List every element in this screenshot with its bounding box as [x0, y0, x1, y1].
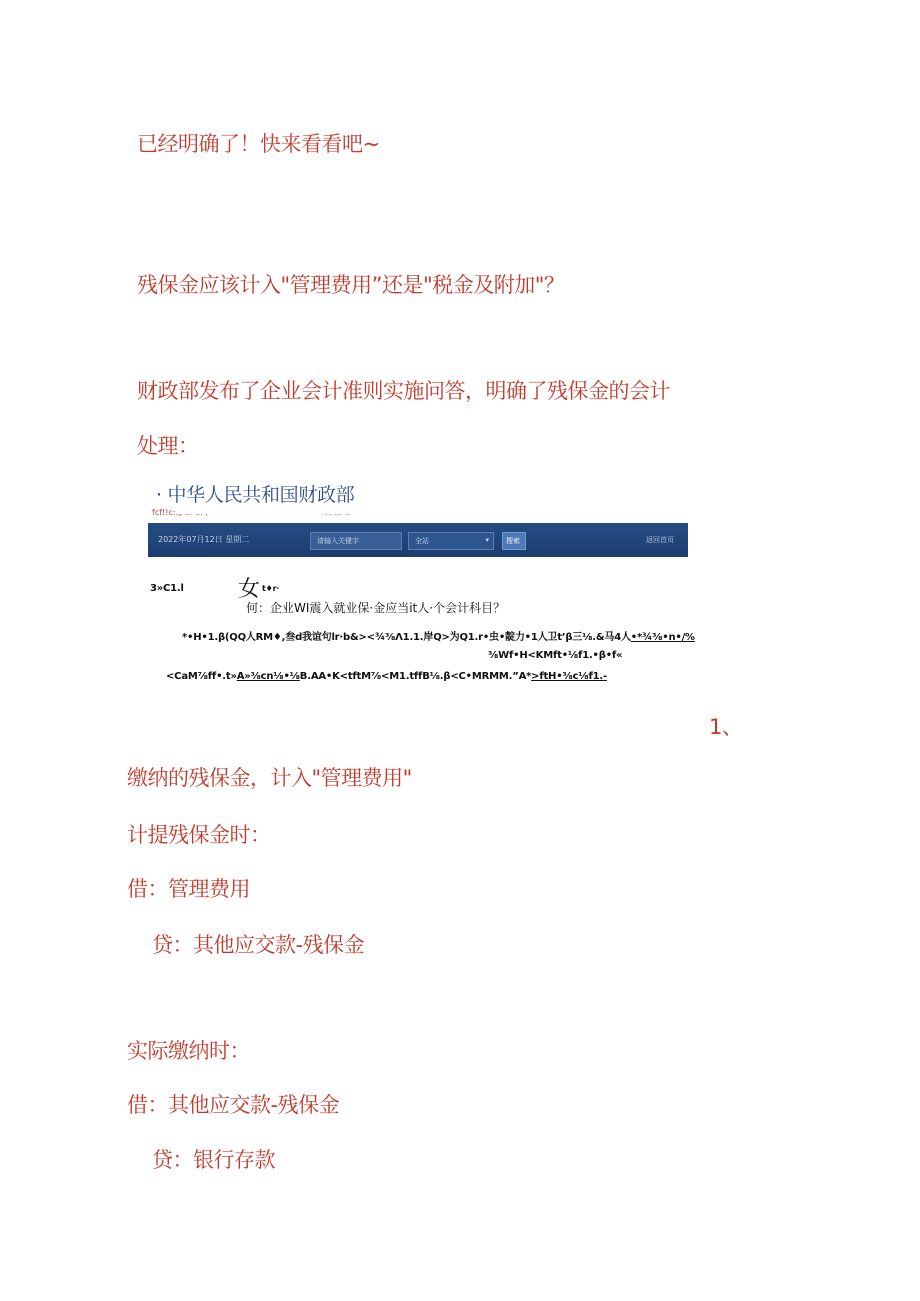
- nav-search-button-label: 搜索: [506, 537, 520, 545]
- nav-search-button: [502, 532, 526, 550]
- ocr-answer-line-1: [182, 628, 695, 643]
- ocr-big-char: 女: [238, 577, 261, 602]
- ocr-answer-line-2: ⅜Wf•H<KMft•⅛f1.•β•f«: [488, 650, 623, 661]
- ocr-answer-1a: *•H•1.β(QQ人RM♦,叁d我谊句lr·b&><¾⅜Λ1.1.岸Q>为Q1.r•虫•靛力•1人卫t’β三⅛.&马4人: [182, 632, 631, 643]
- accrue-debit: 借：管理费用: [127, 877, 250, 901]
- chevron-down-icon: ▾: [485, 536, 489, 544]
- nav-search-input: [310, 532, 402, 550]
- ministry-title: · 中华人民共和国财政部: [156, 484, 355, 506]
- ocr-left-mark: 3»C1.l: [150, 583, 184, 594]
- ocr-answer-3b: A»⅜cn⅛•⅛: [236, 671, 300, 682]
- ministry-navbar: [148, 523, 688, 557]
- accrue-credit: 贷：其他应交款-残保金: [152, 933, 365, 957]
- pay-label: 实际缴纳时：: [127, 1039, 250, 1063]
- section-number: 1、: [709, 715, 743, 739]
- ocr-answer-line-3: [166, 671, 607, 682]
- accrue-label: 计提残保金时：: [127, 823, 271, 847]
- pay-credit: 贷：银行存款: [152, 1148, 275, 1172]
- ocr-answer-3d: >ftH•⅜c⅛f1.-: [531, 671, 607, 682]
- nav-search-placeholder: 请输入关键字: [317, 537, 359, 545]
- embedded-screenshot: [148, 476, 808, 691]
- ocr-question: 何：企业WI震入就业保·金应当it人·个会计科目？: [246, 601, 506, 615]
- ocr-answer-1b: •*¾⅜•n•/%: [630, 632, 695, 643]
- ocr-big-tail: t♦r·: [262, 584, 280, 593]
- nav-scope-select: [408, 532, 494, 550]
- ministry-subtitle-right: … ... ..: [324, 508, 350, 517]
- question-text: 残保金应该计入"管理费用”还是"税金及附加"？: [137, 273, 565, 297]
- ministry-subtitle: fcf!!c:.„ ... ... ,: [152, 508, 208, 517]
- paragraph-line-1: 财政部发布了企业会计准则实施问答，明确了残保金的会计: [137, 379, 670, 403]
- nav-home-link: 返回首页: [646, 536, 674, 544]
- paragraph-line-2: 处理：: [137, 434, 199, 458]
- ocr-answer-3c: B.AA•K<tftM⅞<M1.tffB⅛.β<C•MRMM.”A*: [299, 671, 532, 682]
- intro-text: 已经明确了！快来看看吧~: [137, 132, 380, 156]
- section-heading: 缴纳的残保金，计入"管理费用": [127, 766, 412, 790]
- nav-date: 2022年07月12日 星期二: [158, 535, 250, 544]
- ocr-answer-3a: <CaM⅞ff•.t»: [166, 671, 237, 682]
- pay-debit: 借：其他应交款-残保金: [127, 1093, 340, 1117]
- nav-scope-value: 全站: [415, 537, 429, 545]
